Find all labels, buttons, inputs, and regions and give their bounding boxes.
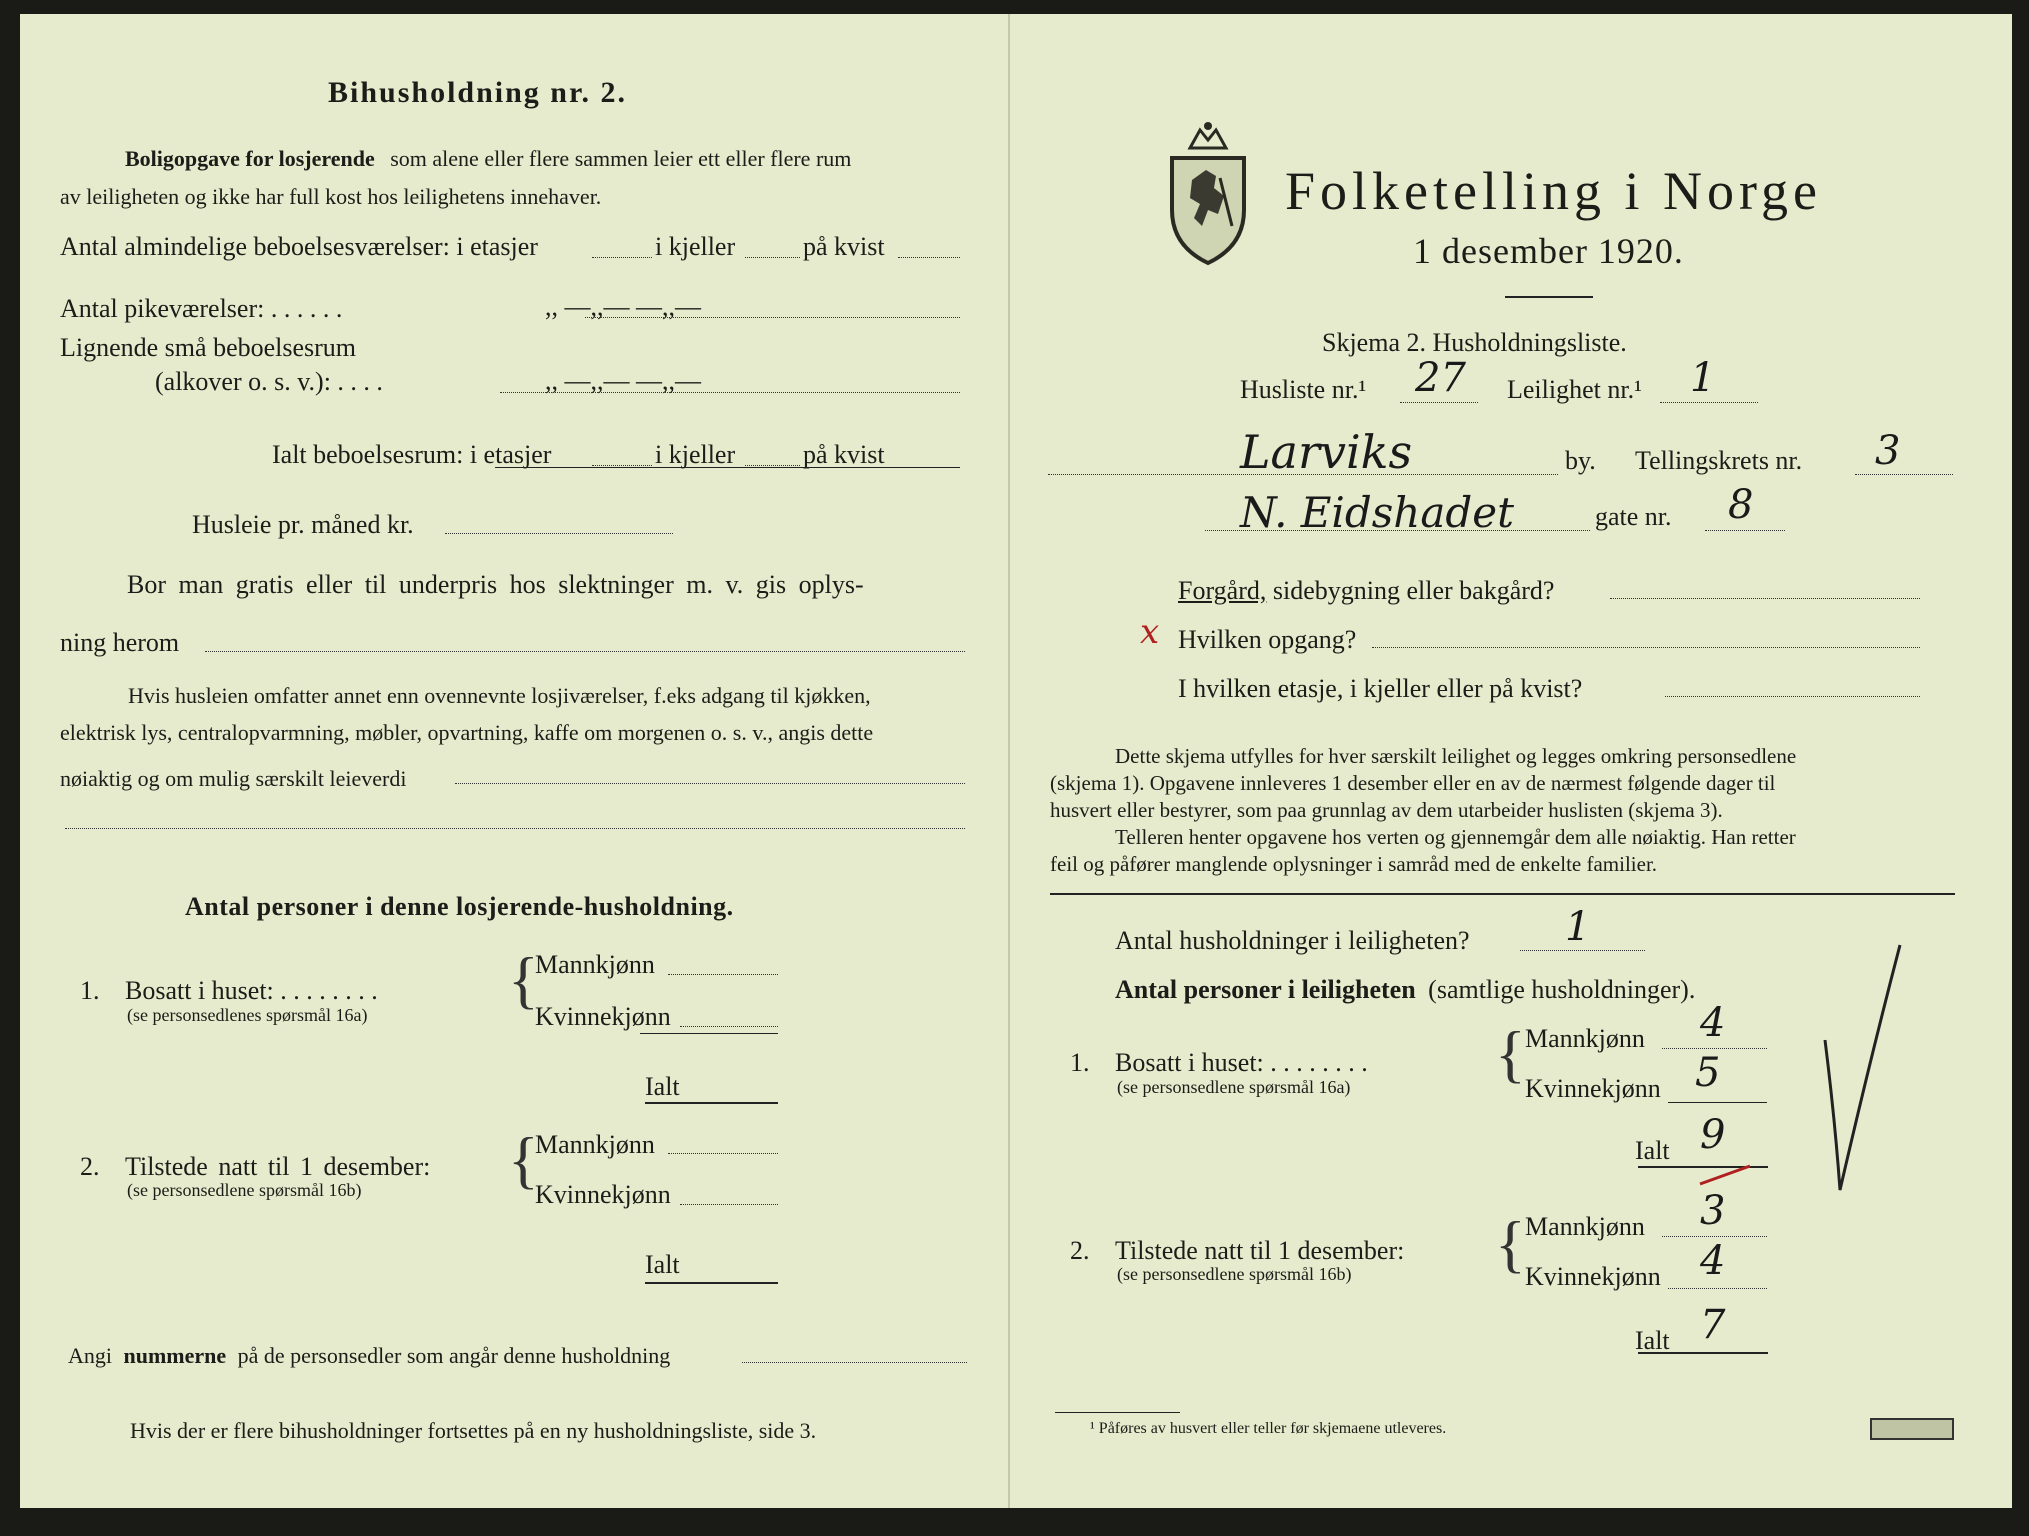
forgard-rest: sidebygning eller bakgård? — [1272, 576, 1555, 605]
angi-rest: på de personsedler som angår denne husholdning — [237, 1343, 671, 1368]
left-q2-ialt-field[interactable] — [645, 1282, 778, 1284]
rooms-label: Antal almindelige beboelsesværelser: i etasjer — [60, 232, 538, 261]
right-q1-mann-label: Mannkjønn — [1525, 1024, 1645, 1053]
printer-stamp — [1870, 1418, 1954, 1440]
right-q1-ialt-label: Ialt — [1635, 1136, 1670, 1165]
left-q1-underline — [640, 1033, 778, 1034]
pike-field[interactable] — [585, 317, 960, 318]
left-persons-heading: Antal personer i denne losjerende-husholdning. — [185, 892, 734, 921]
left-q2-number: 2. — [80, 1152, 100, 1181]
right-title: Folketelling i Norge — [1285, 161, 1822, 221]
right-q1-number: 1. — [1070, 1048, 1090, 1077]
husholdninger-value: 1 — [1565, 904, 1591, 950]
rooms-kjeller-field[interactable] — [745, 257, 800, 258]
left-q1-number: 1. — [80, 976, 100, 1005]
left-q2-kvinne-field[interactable] — [680, 1204, 778, 1205]
by-value: Larviks — [1240, 425, 1413, 479]
leilighet-field[interactable] — [1660, 402, 1758, 403]
instruction-line-1: Dette skjema utfylles for hver særskilt leilighet og legges omkring personsedlene — [1115, 744, 1797, 768]
forgard-question — [1178, 576, 1554, 606]
forgard-field[interactable] — [1610, 598, 1920, 599]
instruction-line-5: feil og påfører manglende oplysninger i samråd med de enkelte familier. — [1050, 852, 1658, 876]
husliste-value: 27 — [1415, 355, 1466, 401]
gate-value: N. Eidshadet — [1240, 488, 1515, 537]
left-q1-kvinne-label: Kvinnekjønn — [535, 1002, 671, 1031]
right-persons-rest: (samtlige husholdninger). — [1428, 975, 1696, 1004]
gate-label: gate nr. — [1595, 502, 1672, 531]
forgard-answer-underlined: Forgård, — [1178, 576, 1267, 605]
etasje-question: I hvilken etasje, i kjeller eller på kvist? — [1178, 674, 1583, 703]
right-q2-kvinne-value: 4 — [1700, 1238, 1726, 1284]
right-q1-mann-value: 4 — [1700, 1000, 1726, 1046]
right-q2-ialt-value: 7 — [1700, 1302, 1726, 1348]
right-q2-number: 2. — [1070, 1236, 1090, 1265]
pike-marks: ,, —,,— —,,— — [545, 292, 701, 321]
left-q1-ialt-field[interactable] — [645, 1102, 778, 1104]
lignende-label-1: Lignende små beboelsesrum — [60, 333, 357, 362]
husleie-label: Husleie pr. måned kr. — [192, 510, 414, 539]
left-q2-mann-field[interactable] — [668, 1153, 778, 1154]
instruction-line-2: (skjema 1). Opgavene innleveres 1 desember eller en av de nærmest følgende dager til — [1050, 771, 1776, 795]
rooms-kvist-label: på kvist — [803, 232, 885, 261]
ialt-kjeller-label: i kjeller — [655, 440, 736, 469]
left-q2-label: Tilstede natt til 1 desember: — [125, 1152, 431, 1181]
angi-field[interactable] — [742, 1362, 967, 1363]
intro-bold: Boligopgave for losjerende — [125, 146, 375, 171]
intro-rest: som alene eller flere sammen leier ett eller flere rum — [390, 146, 852, 171]
left-q1-mann-label: Mannkjønn — [535, 950, 655, 979]
etasje-field[interactable] — [1665, 696, 1920, 697]
title-rule — [1505, 296, 1593, 298]
right-q2-mann-label: Mannkjønn — [1525, 1212, 1645, 1241]
gate-field[interactable] — [1205, 530, 1590, 531]
husholdninger-label: Antal husholdninger i leiligheten? — [1115, 926, 1470, 955]
husliste-label: Husliste nr.¹ — [1240, 375, 1367, 404]
leieverdi-field[interactable] — [455, 783, 965, 784]
right-q2-mann-value: 3 — [1700, 1188, 1726, 1234]
gate-nr-field[interactable] — [1705, 530, 1785, 531]
note-line-1: Hvis husleien omfatter annet enn ovennevnte losjiværelser, f.eks adgang til kjøkken, — [128, 683, 871, 708]
lignende-field[interactable] — [500, 392, 960, 393]
check-mark-icon — [1780, 940, 1920, 1210]
rooms-kvist-field[interactable] — [898, 257, 960, 258]
left-q1-kvinne-field[interactable] — [680, 1026, 778, 1027]
right-q2-kvinne-label: Kvinnekjønn — [1525, 1262, 1661, 1291]
ialt-rooms-label: Ialt beboelsesrum: i etasjer — [272, 440, 552, 469]
intro-line-2: av leiligheten og ikke har full kost hos leilighetens innehaver. — [60, 184, 602, 209]
gratis-line-1: Bor man gratis eller til underpris hos slektninger m. v. gis oplys- — [127, 570, 864, 599]
right-q1-kvinne-value: 5 — [1695, 1050, 1721, 1096]
angi-pre: Angi — [68, 1343, 112, 1368]
right-q1-label: Bosatt i huset: . . . . . . . . — [1115, 1048, 1368, 1077]
right-q2-brace: { — [1495, 1208, 1526, 1279]
lignende-label-2: (alkover o. s. v.): . . . . — [155, 367, 383, 396]
krets-value: 3 — [1875, 428, 1901, 474]
note-line-2: elektrisk lys, centralopvarmning, møbler, opvartning, kaffe om morgenen o. s. v., angis dette — [60, 720, 874, 745]
krets-field[interactable] — [1855, 474, 1953, 475]
left-footer: Hvis der er flere bihusholdninger fortsettes på en ny husholdningsliste, side 3. — [130, 1418, 817, 1443]
left-q1-label: Bosatt i huset: . . . . . . . . — [125, 976, 378, 1005]
ialt-kjeller-field[interactable] — [745, 465, 800, 466]
gate-nr-value: 8 — [1728, 482, 1754, 528]
footnote: ¹ Påføres av husvert eller teller før skjemaene utleveres. — [1090, 1420, 1447, 1437]
right-persons-bold: Antal personer i leiligheten — [1115, 975, 1416, 1004]
right-q1-mann-field[interactable] — [1662, 1048, 1767, 1049]
right-date: 1 desember 1920. — [1413, 231, 1684, 271]
right-q2-sub: (se personsedlene spørsmål 16b) — [1117, 1264, 1352, 1284]
instruction-line-3: husvert eller bestyrer, som paa grunnlag av dem utarbeider huslisten (skjema 3). — [1050, 798, 1723, 822]
opgang-question: Hvilken opgang? — [1178, 625, 1357, 654]
left-q1-mann-field[interactable] — [668, 974, 778, 975]
right-q1-brace: { — [1495, 1018, 1526, 1089]
left-title: Bihusholdning nr. 2. — [328, 76, 628, 109]
opgang-field[interactable] — [1372, 647, 1920, 648]
husliste-field[interactable] — [1400, 402, 1478, 403]
right-q1-sub: (se personsedlene spørsmål 16a) — [1117, 1077, 1351, 1097]
rooms-etasjer-field[interactable] — [592, 257, 652, 258]
right-q2-kvinne-field[interactable] — [1668, 1288, 1767, 1289]
coat-of-arms-logo — [1160, 118, 1255, 268]
right-q1-ialt-value: 9 — [1700, 1112, 1726, 1158]
left-q1-sub: (se personsedlenes spørsmål 16a) — [127, 1005, 368, 1025]
opgang-mark: x — [1140, 612, 1160, 652]
ialt-kvist-label: på kvist — [803, 440, 885, 469]
right-q1-kvinne-field[interactable] — [1668, 1102, 1767, 1103]
left-q2-kvinne-label: Kvinnekjønn — [535, 1180, 671, 1209]
left-q2-ialt-label: Ialt — [645, 1250, 680, 1279]
note-line-3: nøiaktig og om mulig særskilt leieverdi — [60, 766, 407, 791]
angi-bold: nummerne — [123, 1343, 227, 1368]
gratis-field[interactable] — [205, 651, 965, 652]
krets-label: Tellingskrets nr. — [1635, 446, 1803, 475]
ialt-underline — [495, 467, 960, 468]
left-q1-ialt-label: Ialt — [645, 1072, 680, 1101]
lignende-marks: ,, —,,— —,,— — [545, 366, 701, 395]
section-rule — [1050, 893, 1955, 895]
left-q2-mann-label: Mannkjønn — [535, 1130, 655, 1159]
footnote-rule — [1055, 1412, 1180, 1413]
skjema-label: Skjema 2. Husholdningsliste. — [1322, 328, 1627, 357]
page-fold — [1008, 14, 1010, 1508]
instruction-line-4: Telleren henter opgavene hos verten og gjennemgår dem alle nøiaktig. Han retter — [1115, 825, 1796, 849]
husholdninger-field[interactable] — [1520, 950, 1645, 951]
angi-line — [68, 1343, 670, 1369]
right-q2-ialt-field[interactable] — [1638, 1352, 1768, 1354]
left-q2-brace: { — [508, 1124, 539, 1195]
right-q2-label: Tilstede natt til 1 desember: — [1115, 1236, 1405, 1265]
right-q2-ialt-label: Ialt — [1635, 1326, 1670, 1355]
left-q1-brace: { — [508, 944, 539, 1015]
leilighet-label: Leilighet nr.¹ — [1507, 375, 1642, 404]
by-label: by. — [1565, 446, 1596, 475]
ialt-etasjer-field[interactable] — [592, 465, 652, 466]
left-q2-sub: (se personsedlene spørsmål 16b) — [127, 1180, 362, 1200]
intro-line-1 — [125, 146, 851, 172]
rooms-kjeller-label: i kjeller — [655, 232, 736, 261]
right-q1-kvinne-label: Kvinnekjønn — [1525, 1074, 1661, 1103]
leieverdi-field-2[interactable] — [65, 828, 965, 829]
right-q2-mann-field[interactable] — [1662, 1236, 1767, 1237]
gratis-line-2: ning herom — [60, 628, 180, 657]
right-persons-heading — [1115, 975, 1695, 1005]
leilighet-value: 1 — [1690, 355, 1716, 401]
pike-label: Antal pikeværelser: . . . . . . — [60, 294, 343, 323]
by-field[interactable] — [1048, 474, 1558, 475]
husleie-field[interactable] — [445, 533, 673, 534]
red-correction-mark-icon — [1690, 1160, 1760, 1190]
